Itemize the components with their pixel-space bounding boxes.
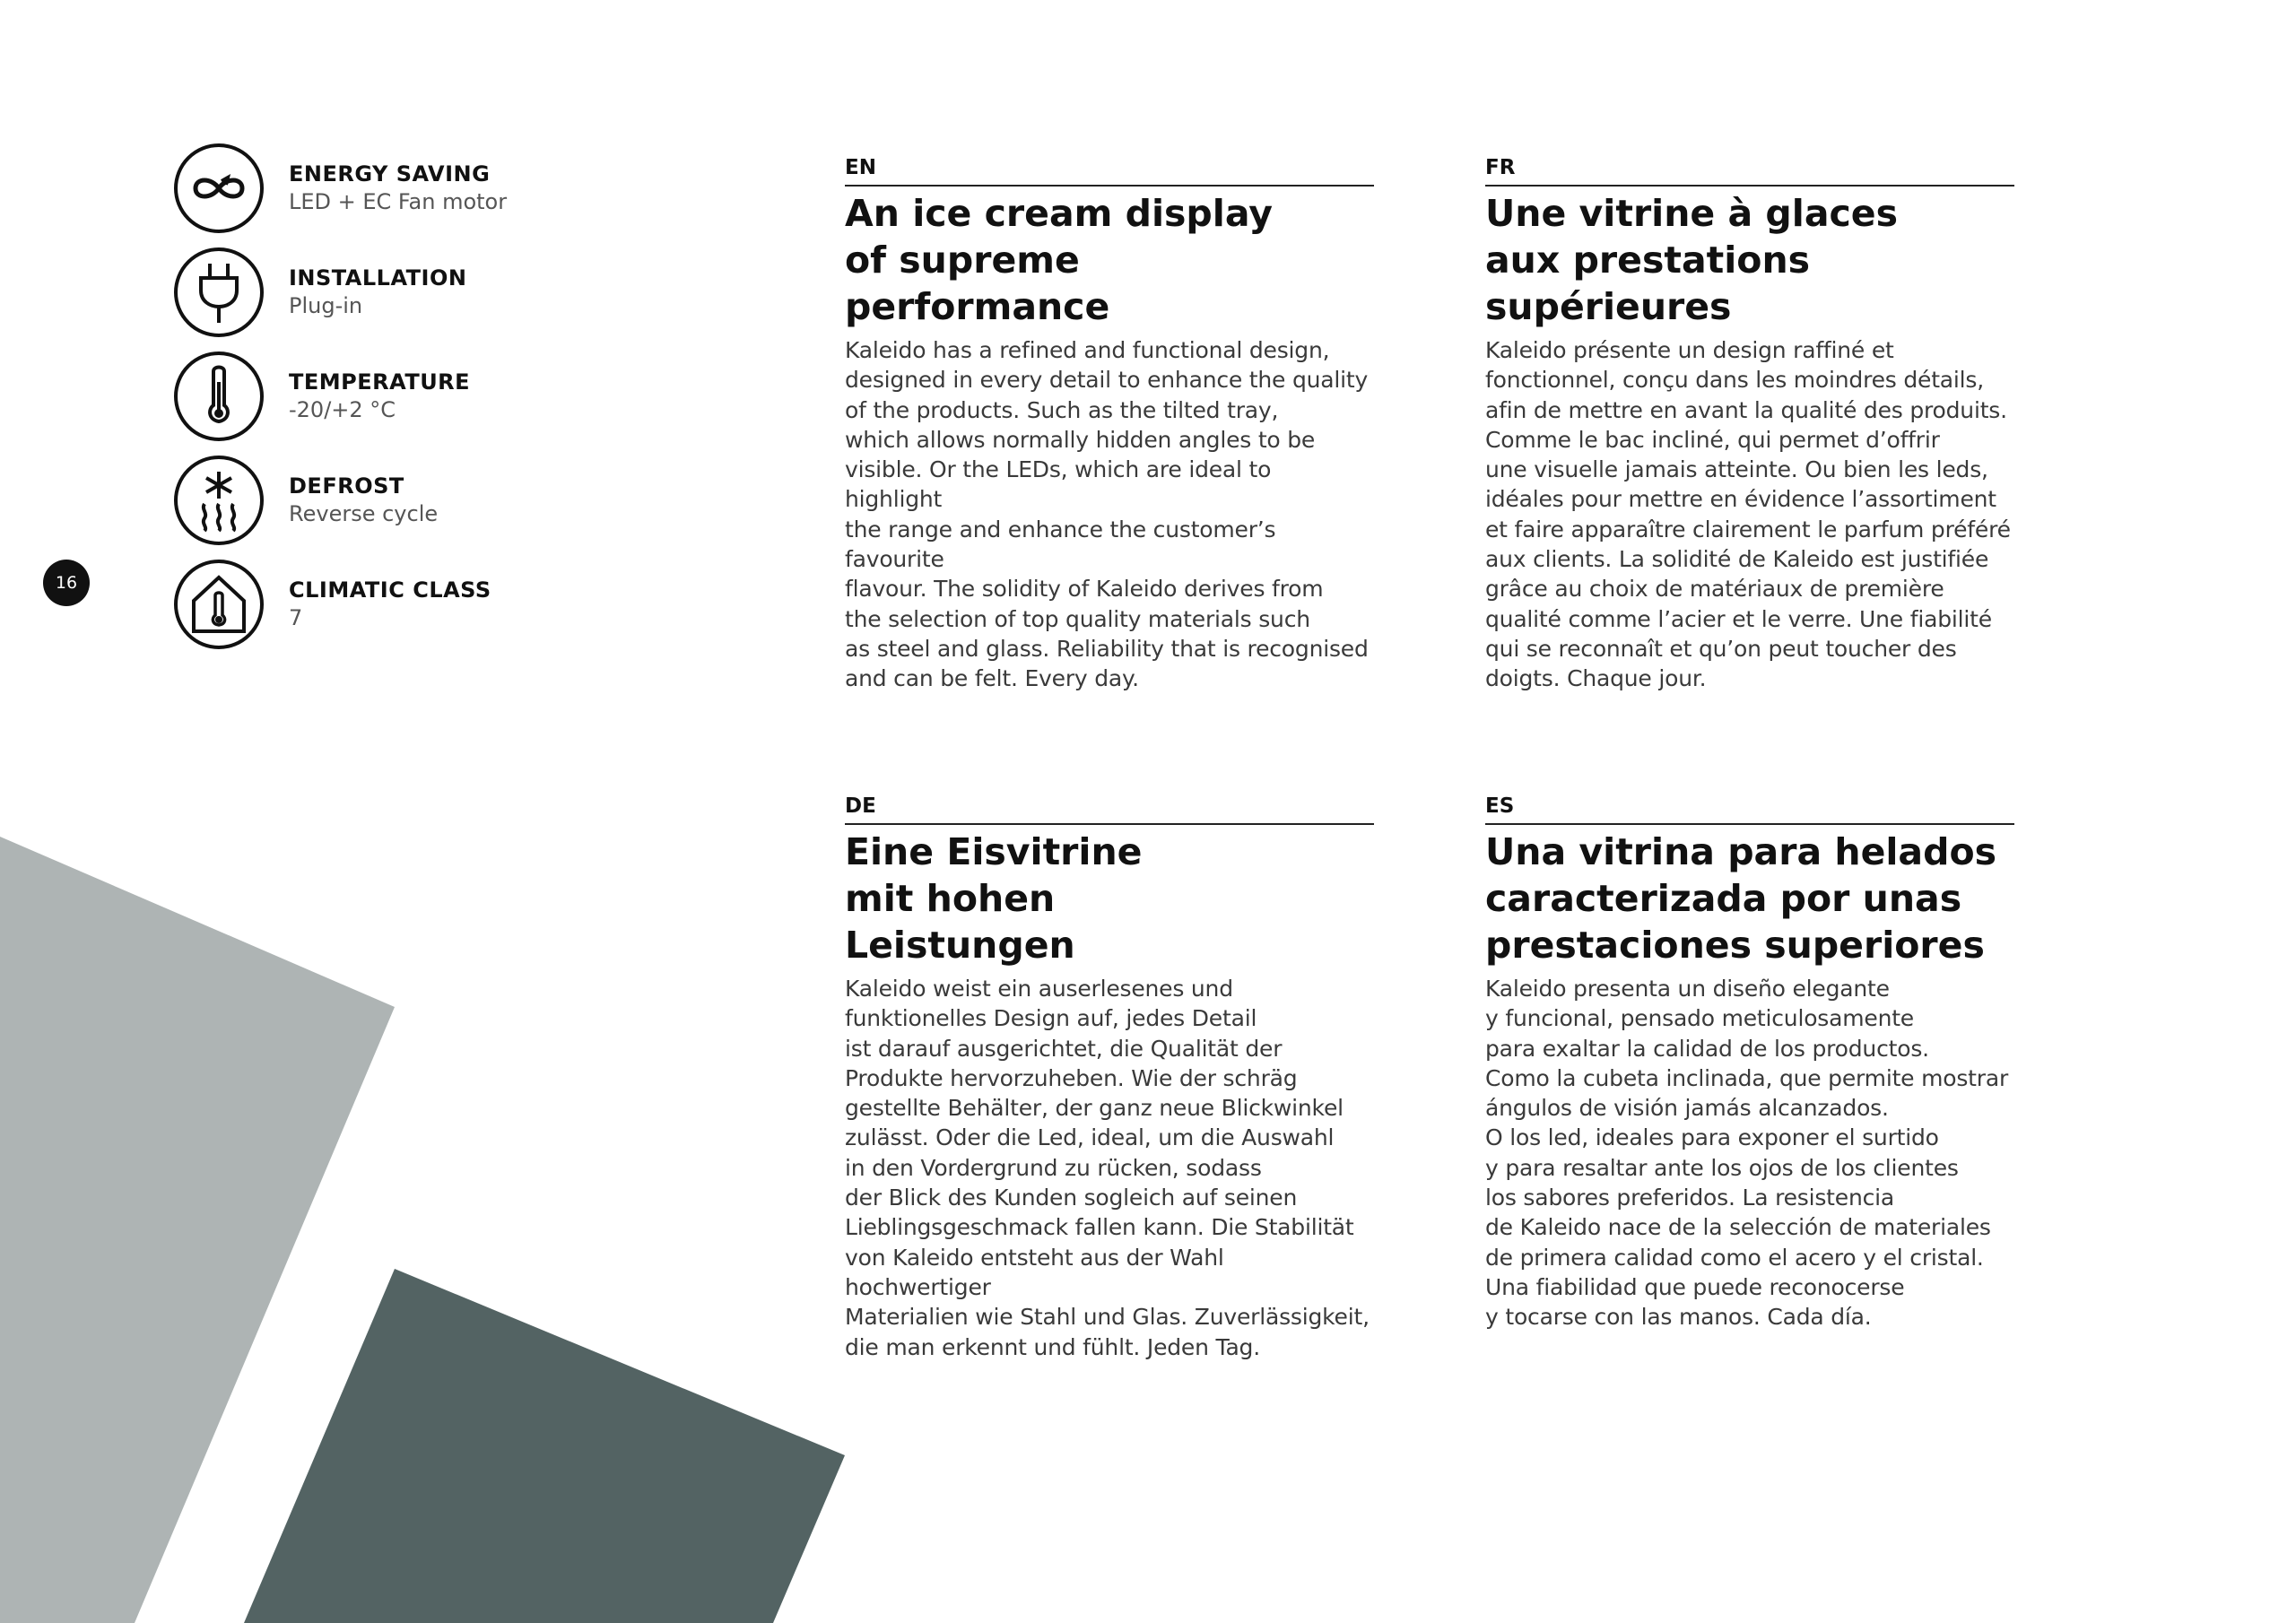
feature-energy-saving — [172, 142, 603, 235]
section-body: Kaleido weist ein auserlesenes und funktionelles Design auf, jedes Detail ist darauf ausgerichtet, die Qualität der Produkte hervorzuheben. Wie der schräg gestellte Behälter, der ganz neue Blickwinkel zulässt. Oder die Led, ideal, um die Auswahl in den Vordergrund zu rücken, sodass der Blick des Kunden sogleich auf seinen Lieblingsgeschmack fallen kann. Die Stabilität von Kaleido entsteht aus der Wahl hochwertiger Materialien wie Stahl und Glas. Zuverlässigkeit, die man erkennt und fühlt. Jeden Tag. — [845, 976, 1370, 1360]
section-body: Kaleido présente un design raffiné et fonctionnel, conçu dans les moindres détails, afin de mettre en avant la qualité des produits. Comme le bac incliné, qui permet d’offrir une visuelle jamais atteinte. Ou bien les leds, idéales pour mettre en évidence l’assortiment et faire apparaître clairement le parfum préféré aux clients. La solidité de Kaleido est justifiée grâce au choix de matériaux de première qualité comme l’acier et le verre. Une fiabilité qui se reconnaît et qu’on peut toucher des doigts. Chaque jour. — [1485, 337, 2011, 692]
page-number: 16 — [43, 560, 90, 606]
language-code: FR — [1485, 154, 2014, 187]
section-title: Eine Eisvitrine mit hohen Leistungen — [845, 830, 1143, 967]
language-code: ES — [1485, 793, 2014, 825]
section-title: An ice cream display of supreme performance — [845, 192, 1273, 328]
defrost-icon — [172, 454, 265, 547]
section-en — [845, 154, 1374, 694]
section-body: Kaleido has a refined and functional design, designed in every detail to enhance the quality of the products. Such as the tilted tray, which allows normally hidden angles to be visible. Or the LEDs, which are ideal to highlight the range and enhance the customer’s favourite flavour. The solidity of Kaleido derives from the selection of top quality materials such as steel and glass. Reliability that is recognised and can be felt. Every day. — [845, 337, 1369, 692]
feature-value: LED + EC Fan motor — [289, 189, 508, 214]
feature-temperature — [172, 350, 603, 443]
section-de — [845, 793, 1374, 1362]
section-title: Una vitrina para helados caracterizada por unas prestaciones superiores — [1485, 830, 1997, 967]
feature-defrost — [172, 454, 603, 547]
feature-title: ENERGY SAVING — [289, 161, 491, 187]
feature-value: Plug-in — [289, 293, 363, 318]
dark-slate-shape — [244, 1269, 845, 1623]
section-es — [1485, 793, 2014, 1332]
section-title: Une vitrine à glaces aux prestations supérieures — [1485, 192, 1899, 328]
feature-value: 7 — [289, 605, 303, 630]
feature-value: -20/+2 °C — [289, 397, 396, 422]
thermometer-icon — [172, 350, 265, 443]
house-thermometer-icon — [172, 558, 265, 651]
feature-title: INSTALLATION — [289, 265, 467, 291]
feature-title: DEFROST — [289, 473, 404, 499]
infinity-icon — [172, 142, 265, 235]
feature-installation — [172, 246, 603, 339]
section-body: Kaleido presenta un diseño elegante y funcional, pensado meticulosamente para exaltar la calidad de los productos. Como la cubeta inclinada, que permite mostrar ángulos de visión jamás alcanzados. O los led, ideales para exponer el surtido y para resaltar ante los ojos de los clientes los sabores preferidos. La resistencia de Kaleido nace de la selección de materiales de primera calidad como el acero y el cristal. Una fiabilidad que puede reconocerse y tocarse con las manos. Cada día. — [1485, 976, 2009, 1331]
feature-climatic-class — [172, 558, 603, 651]
section-fr — [1485, 154, 2014, 694]
plug-icon — [172, 246, 265, 339]
feature-title: TEMPERATURE — [289, 369, 471, 395]
feature-title: CLIMATIC CLASS — [289, 577, 491, 603]
feature-value: Reverse cycle — [289, 501, 439, 526]
language-code: DE — [845, 793, 1374, 825]
language-code: EN — [845, 154, 1374, 187]
